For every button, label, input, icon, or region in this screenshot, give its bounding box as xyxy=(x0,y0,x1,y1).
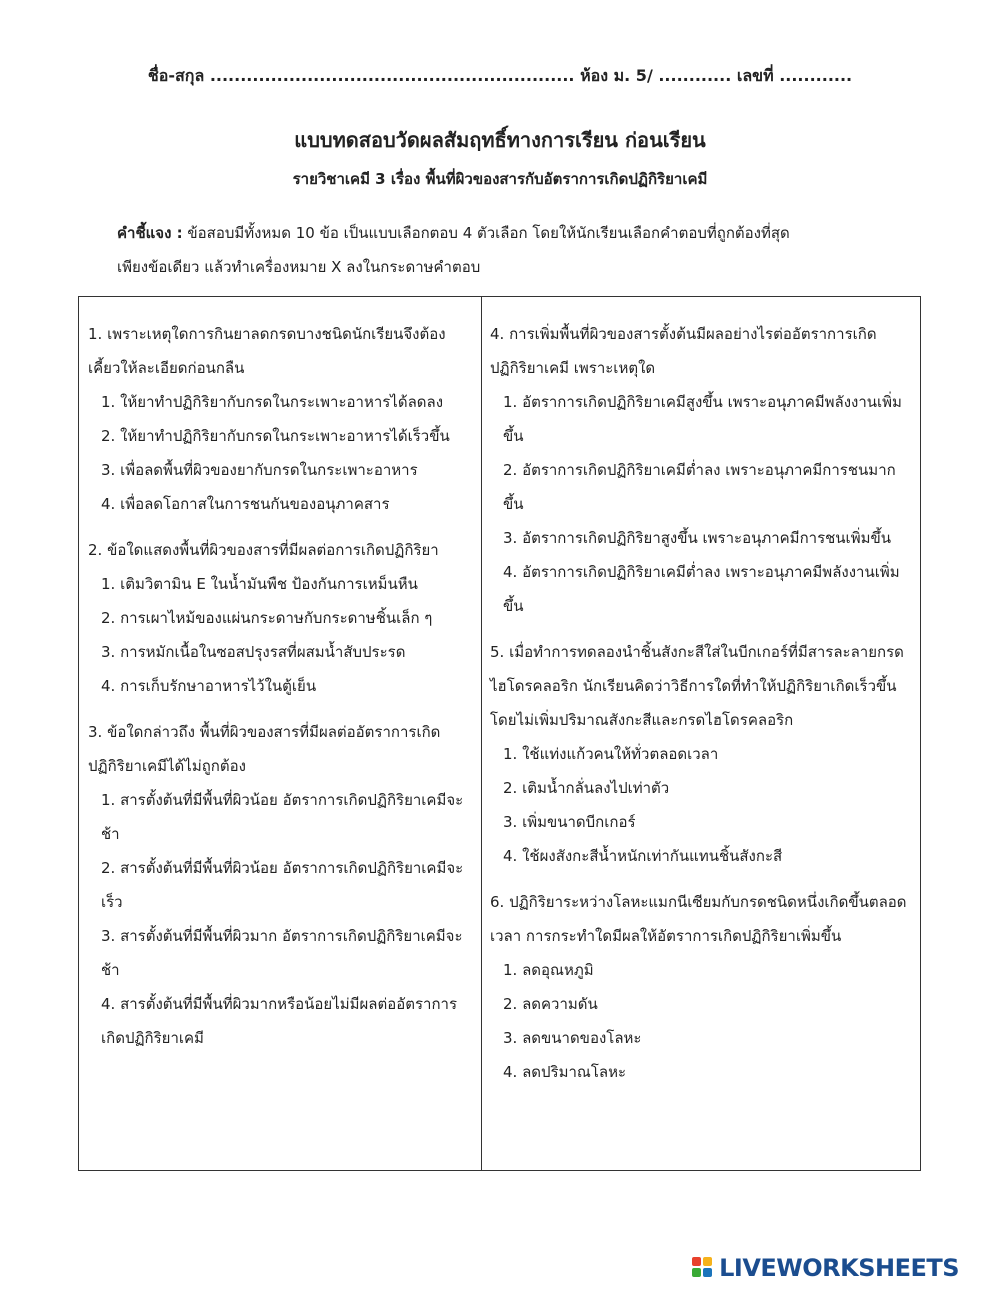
question-6-option-4[interactable]: 4. ลดปริมาณโลหะ xyxy=(503,1063,627,1081)
question-3-option-2[interactable]: 2. สารตั้งต้นที่มีพื้นที่ผิวน้อย อัตราการเกิดปฏิกิริยาเคมีจะเร็ว xyxy=(101,859,464,911)
student-info-line: ชื่อ-สกุล ............................................................ ห้อง ม. 5/ ............ เลขที่ ............ xyxy=(147,66,853,85)
question-5-option-3[interactable]: 3. เพิ่มขนาดบีกเกอร์ xyxy=(503,813,636,831)
question-2-option-3[interactable]: 3. การหมักเนื้อในซอสปรุงรสที่ผสมน้ำสับประรด xyxy=(101,643,406,661)
logo-mark-icon xyxy=(692,1257,714,1279)
questions-box xyxy=(78,296,921,1171)
question-4-option-4[interactable]: 4. อัตราการเกิดปฏิกิริยาเคมีต่ำลง เพราะอนุภาคมีพลังงานเพิ่มขึ้น xyxy=(503,563,900,615)
question-5-option-2[interactable]: 2. เติมน้ำกลั่นลงไปเท่าตัว xyxy=(503,779,670,797)
question-2-option-4[interactable]: 4. การเก็บรักษาอาหารไว้ในตู้เย็น xyxy=(101,677,317,695)
question-6-option-3[interactable]: 3. ลดขนาดของโลหะ xyxy=(503,1029,642,1047)
question-4-option-3[interactable]: 3. อัตราการเกิดปฏิกิริยาสูงขึ้น เพราะอนุภาคมีการชนเพิ่มขึ้น xyxy=(503,529,891,547)
liveworksheets-logo xyxy=(692,1254,988,1284)
question-2-option-2[interactable]: 2. การเผาไหม้ของแผ่นกระดาษกับกระดาษชิ้นเล็ก ๆ xyxy=(101,609,433,627)
test-title: แบบทดสอบวัดผลสัมฤทธิ์ทางการเรียน ก่อนเรียน xyxy=(294,128,706,152)
question-text: 3. ข้อใดกล่าวถึง พื้นที่ผิวของสารที่มีผลต่ออัตราการเกิดปฏิกิริยาเคมีได้ไม่ถูกต้อง xyxy=(88,723,441,775)
instructions-label: คำชี้แจง : xyxy=(117,224,183,242)
question-text: 6. ปฏิกิริยาระหว่างโลหะแมกนีเซียมกับกรดชนิดหนึ่งเกิดขึ้นตลอดเวลา การกระทำใดมีผลให้อัตราการเกิดปฏิกิริยาเพิ่มขึ้น xyxy=(490,893,907,945)
logo-square-icon xyxy=(703,1257,712,1266)
question-6-option-2[interactable]: 2. ลดความดัน xyxy=(503,995,598,1013)
question-5 xyxy=(490,635,910,873)
logo-square-icon xyxy=(703,1268,712,1277)
question-5-option-1[interactable]: 1. ใช้แท่งแก้วคนให้ทั่วตลอดเวลา xyxy=(503,745,719,763)
question-1-option-2[interactable]: 2. ให้ยาทำปฏิกิริยากับกรดในกระเพาะอาหารได้เร็วขึ้น xyxy=(101,427,450,445)
question-1-option-1[interactable]: 1. ให้ยาทำปฏิกิริยากับกรดในกระเพาะอาหารได้ลดลง xyxy=(101,393,444,411)
question-3-option-3[interactable]: 3. สารตั้งต้นที่มีพื้นที่ผิวมาก อัตราการเกิดปฏิกิริยาเคมีจะช้า xyxy=(101,927,463,979)
questions-left-column xyxy=(88,317,476,1067)
test-subtitle: รายวิชาเคมี 3 เรื่อง พื้นที่ผิวของสารกับอัตราการเกิดปฏิกิริยาเคมี xyxy=(292,170,708,188)
instructions-line-2: เพียงข้อเดียว แล้วทำเครื่องหมาย X ลงในกระดาษคำตอบ xyxy=(117,258,481,276)
question-1-option-3[interactable]: 3. เพื่อลดพื้นที่ผิวของยากับกรดในกระเพาะอาหาร xyxy=(101,461,418,479)
question-3-option-1[interactable]: 1. สารตั้งต้นที่มีพื้นที่ผิวน้อย อัตราการเกิดปฏิกิริยาเคมีจะช้า xyxy=(101,791,464,843)
question-1-option-4[interactable]: 4. เพื่อลดโอกาสในการชนกันของอนุภาคสาร xyxy=(101,495,390,513)
question-3 xyxy=(88,715,476,1055)
question-6 xyxy=(490,885,910,1089)
logo-square-icon xyxy=(692,1268,701,1277)
question-2 xyxy=(88,533,476,703)
instructions xyxy=(117,216,907,284)
instructions-text-1: ข้อสอบมีทั้งหมด 10 ข้อ เป็นแบบเลือกตอบ 4 ตัวเลือก โดยให้นักเรียนเลือกคำตอบที่ถูกต้องที่สุด xyxy=(187,224,790,242)
logo-square-icon xyxy=(692,1257,701,1266)
question-1 xyxy=(88,317,476,521)
question-text: 4. การเพิ่มพื้นที่ผิวของสารตั้งต้นมีผลอย่างไรต่ออัตราการเกิดปฏิกิริยาเคมี เพราะเหตุใด xyxy=(490,325,877,377)
question-4 xyxy=(490,317,910,623)
question-4-option-1[interactable]: 1. อัตราการเกิดปฏิกิริยาเคมีสูงขึ้น เพราะอนุภาคมีพลังงานเพิ่มขึ้น xyxy=(503,393,902,445)
question-4-option-2[interactable]: 2. อัตราการเกิดปฏิกิริยาเคมีต่ำลง เพราะอนุภาคมีการชนมากขึ้น xyxy=(503,461,896,513)
instructions-line-1 xyxy=(117,216,907,250)
question-5-option-4[interactable]: 4. ใช้ผงสังกะสีน้ำหนักเท่ากันแทนชิ้นสังกะสี xyxy=(503,847,783,865)
questions-right-column xyxy=(490,317,910,1101)
column-divider xyxy=(481,297,482,1170)
question-text: 5. เมื่อทำการทดลองนำชิ้นสังกะสีใส่ในบีกเกอร์ที่มีสารละลายกรดไฮโดรคลอริก นักเรียนคิดว่าวิธีการใดที่ทำให้ปฏิกิริยาเกิดเร็วขึ้นโดยไม่เพิ่มปริมาณสังกะสีและกรดไฮโดรคลอริก xyxy=(490,643,904,729)
question-6-option-1[interactable]: 1. ลดอุณหภูมิ xyxy=(503,961,594,979)
question-text: 2. ข้อใดแสดงพื้นที่ผิวของสารที่มีผลต่อการเกิดปฏิกิริยา xyxy=(88,541,439,559)
question-2-option-1[interactable]: 1. เติมวิตามิน E ในน้ำมันพืช ป้องกันการเหม็นหืน xyxy=(101,575,418,593)
question-text: 1. เพราะเหตุใดการกินยาลดกรดบางชนิดนักเรียนจึงต้องเคี้ยวให้ละเอียดก่อนกลืน xyxy=(88,325,446,377)
logo-text: LIVEWORKSHEETS xyxy=(719,1254,960,1282)
question-3-option-4[interactable]: 4. สารตั้งต้นที่มีพื้นที่ผิวมากหรือน้อยไม่มีผลต่ออัตราการเกิดปฏิกิริยาเคมี xyxy=(101,995,458,1047)
